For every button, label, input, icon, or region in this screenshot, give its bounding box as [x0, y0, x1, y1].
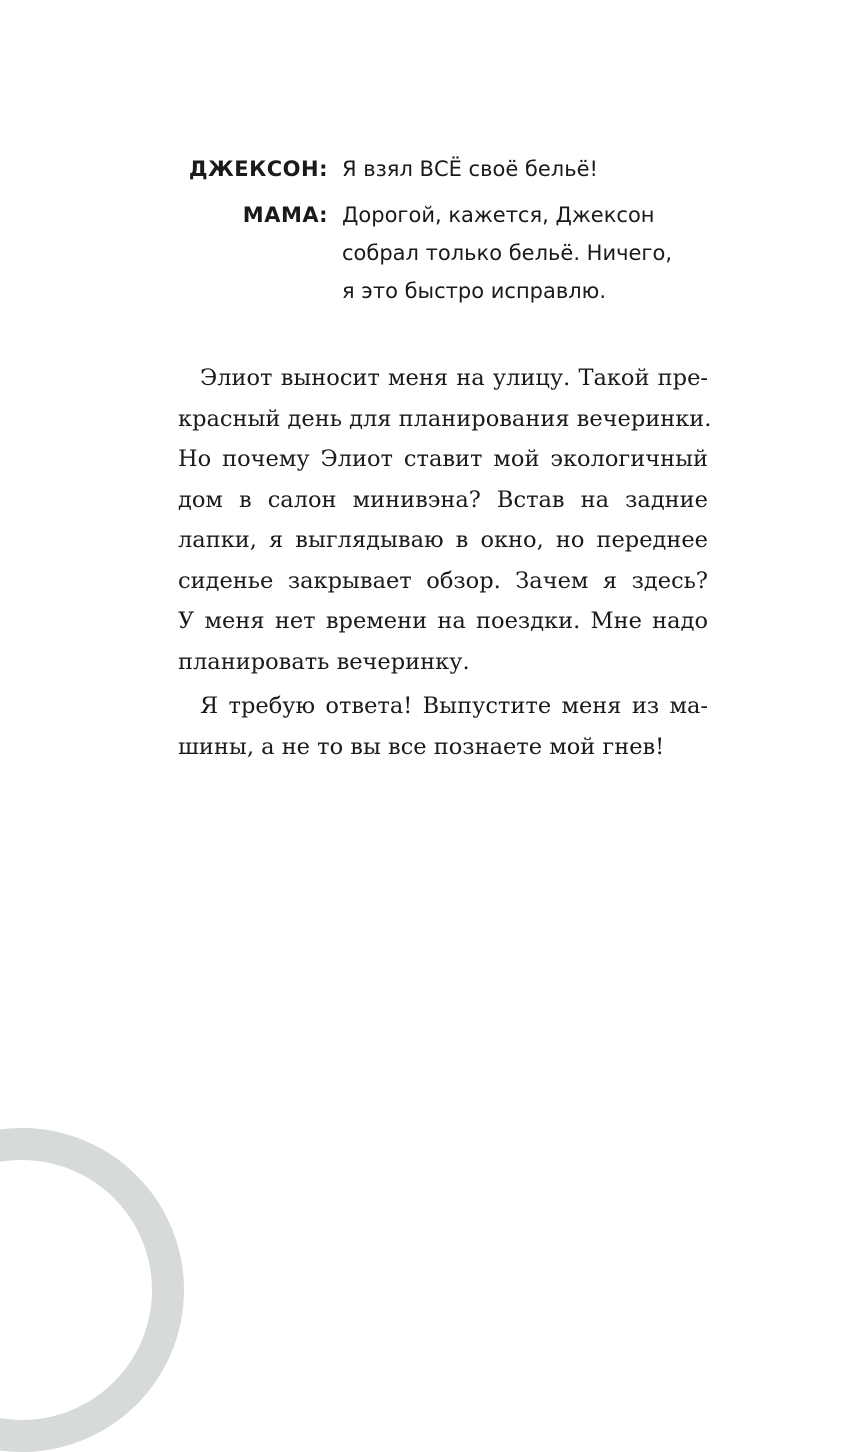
text-line: Элиот выносит меня на улицу. Такой пре- — [200, 365, 708, 391]
speaker-name: МАМА: — [242, 203, 328, 227]
speaker-name: ДЖЕКСОН: — [188, 157, 328, 181]
text-line: Но почему Элиот ставит мой экологичный — [178, 446, 708, 472]
text-line: красный день для планирования вечеринки. — [178, 405, 712, 432]
paragraph — [178, 686, 708, 767]
paragraph — [178, 358, 712, 682]
narrative-text — [178, 358, 712, 771]
dialogue-block — [150, 150, 750, 318]
text-line: дом в салон минивэна? Встав на задние — [178, 486, 708, 513]
text-line: планировать вечеринку. — [178, 648, 470, 675]
speech-text — [342, 196, 672, 310]
speech-line: Дорогой, кажется, Джексон — [342, 203, 655, 227]
speech-line: собрал только бельё. Ничего, — [342, 241, 672, 265]
text-line: Я требую ответа! Выпустите меня из ма- — [200, 693, 708, 719]
text-line: шины, а не то вы все познаете мой гнев! — [178, 733, 665, 760]
speech-text — [342, 150, 642, 188]
text-line: сиденье закрывает обзор. Зачем я здесь? — [178, 567, 708, 594]
text-line: лапки, я выглядываю в окно, но переднее — [178, 527, 708, 553]
speech-line: Я взял ВСЁ своё бельё! — [342, 157, 598, 181]
decorative-ring — [0, 1128, 184, 1452]
dialogue-line-jackson — [150, 150, 750, 188]
dialogue-line-mama — [150, 196, 750, 310]
speech-line: я это быстро исправлю. — [342, 279, 607, 303]
text-line: У меня нет времени на поездки. Мне надо — [178, 608, 708, 634]
